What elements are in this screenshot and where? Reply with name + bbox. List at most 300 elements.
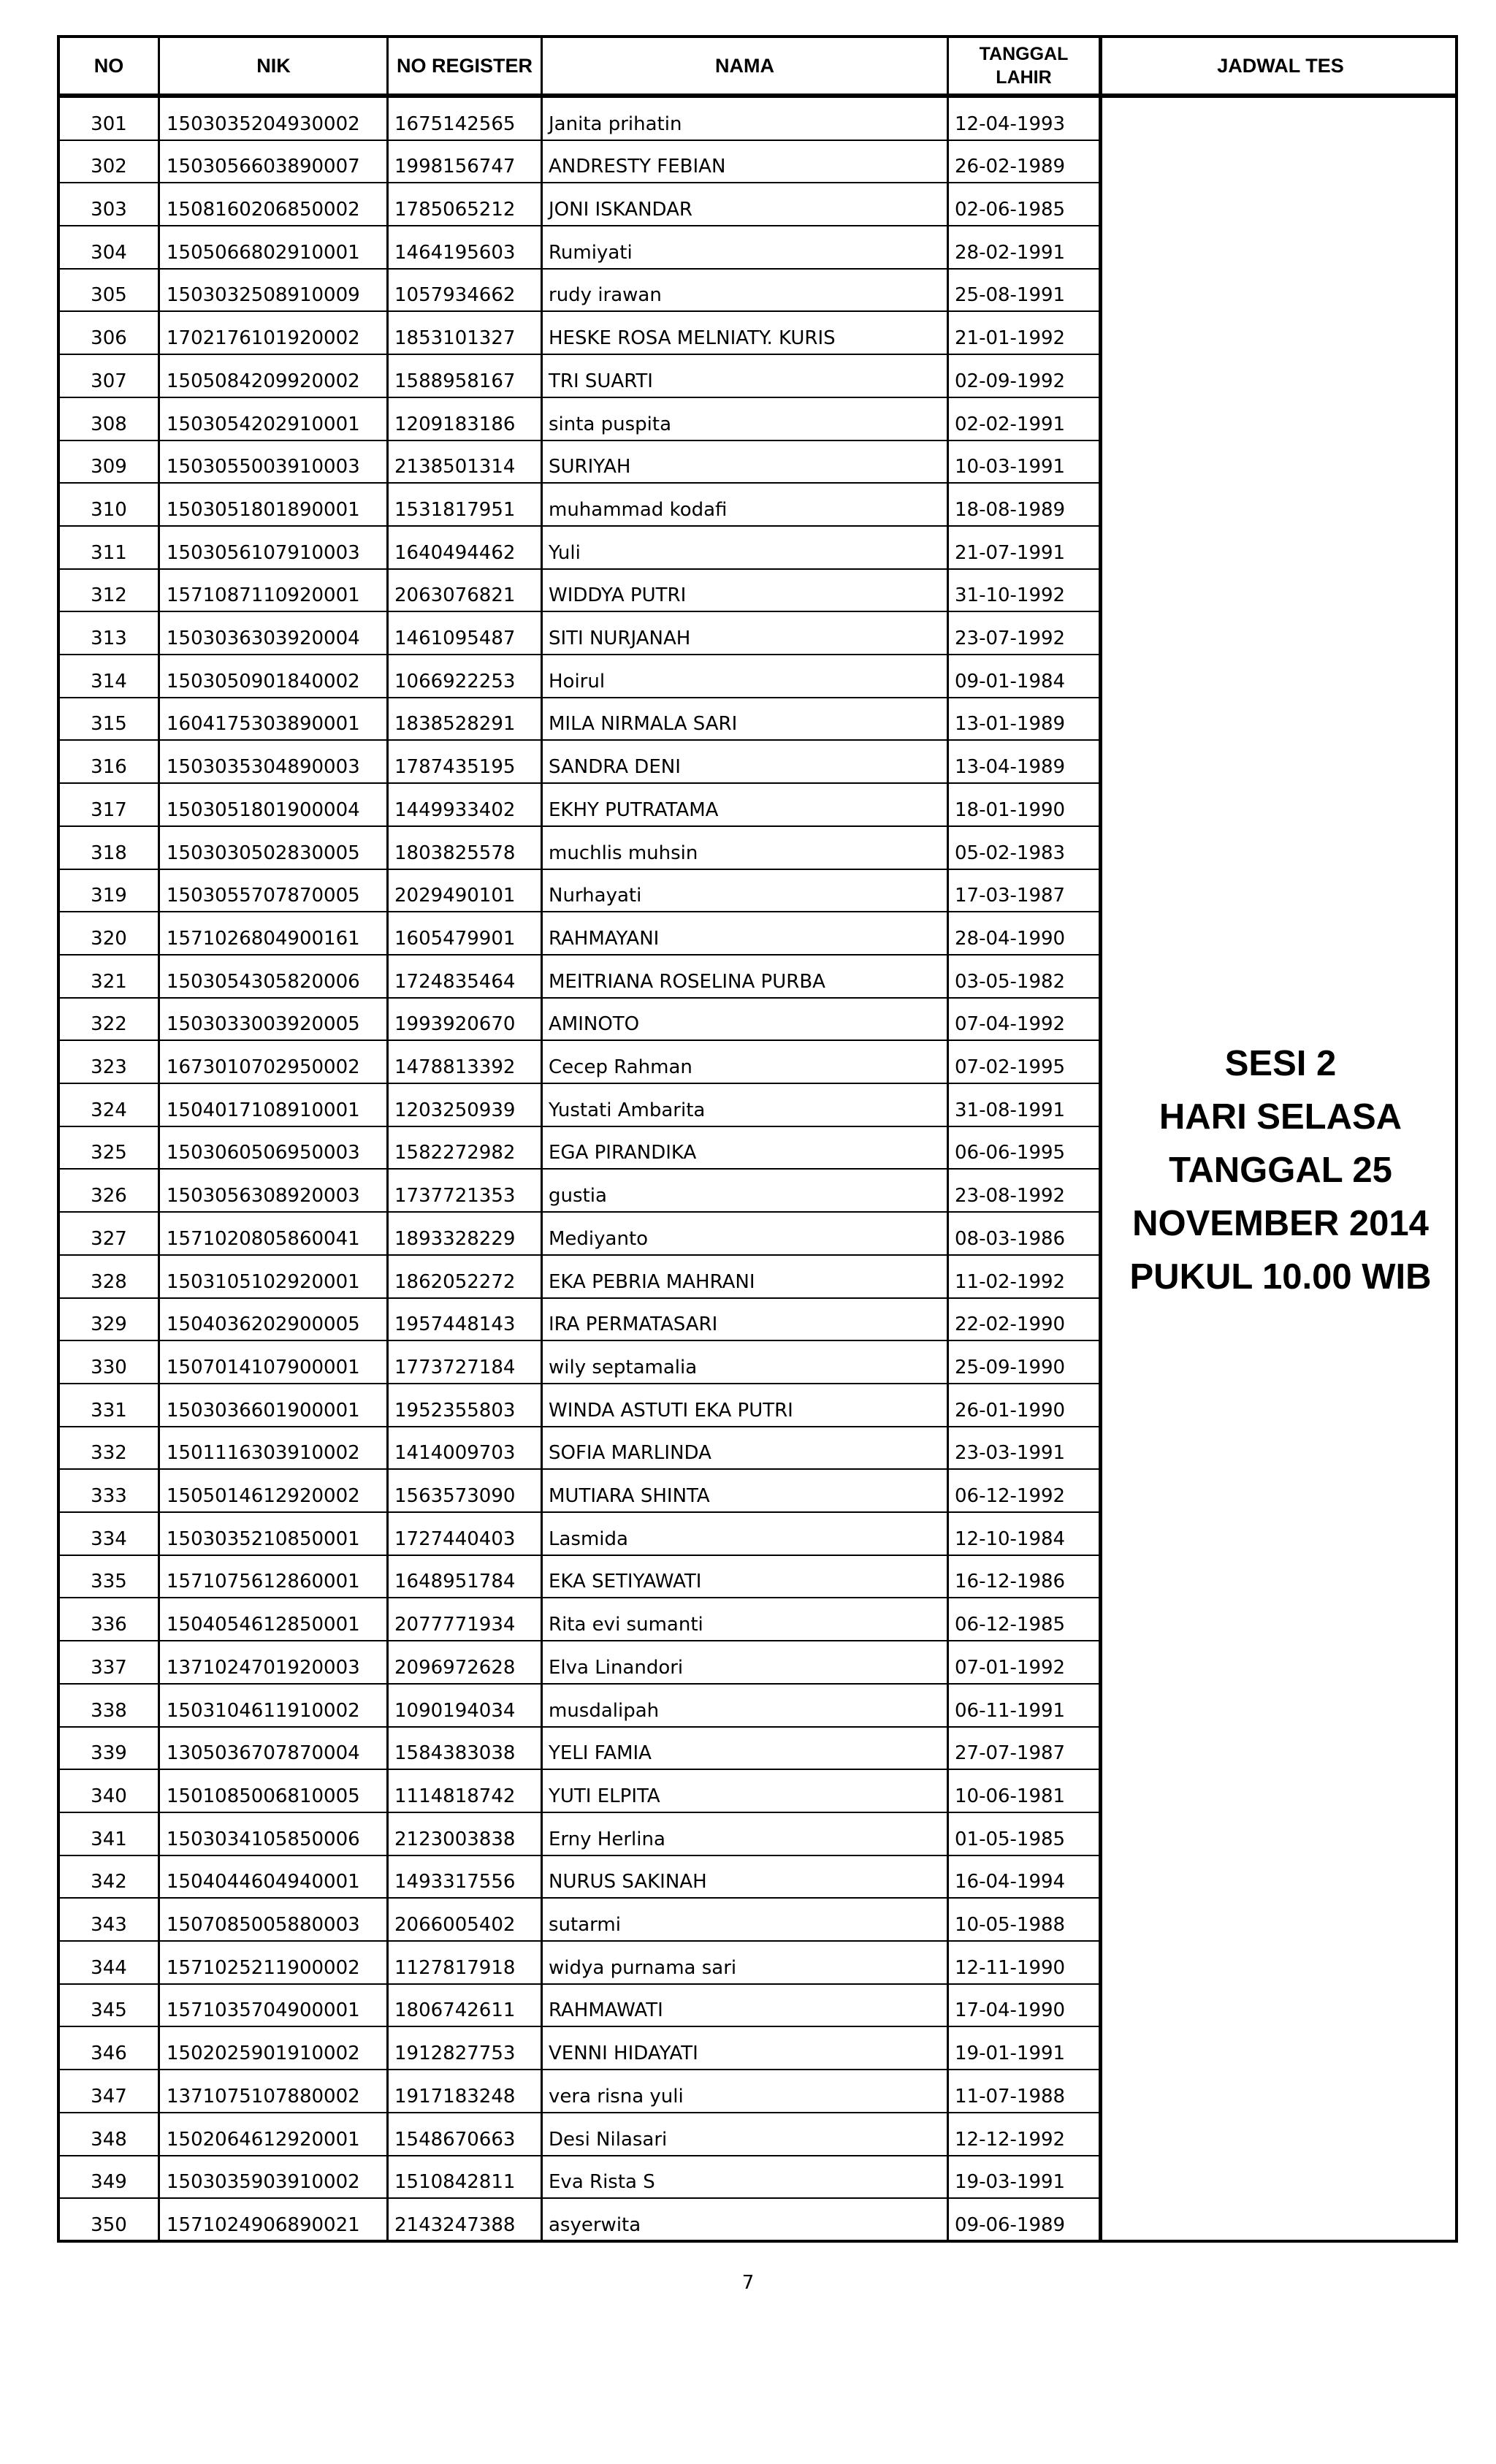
cell-tanggal-lahir: 17-03-1987	[955, 885, 1066, 907]
cell-nik: 1503056603890007	[167, 156, 360, 178]
cell-nama: WIDDYA PUTRI	[549, 584, 687, 607]
header-no: NO	[94, 55, 124, 77]
cell-no-register: 1917183248	[394, 2085, 516, 2108]
cell-nik: 1503056308920003	[167, 1185, 360, 1208]
cell-no-register: 1893328229	[394, 1227, 516, 1250]
table-row	[60, 1728, 1099, 1771]
table-row	[60, 2028, 1099, 2071]
table-row	[60, 1985, 1099, 2028]
cell-nama: Desi Nilasari	[549, 2128, 668, 2151]
cell-tanggal-lahir: 02-06-1985	[955, 199, 1066, 221]
cell-nik: 1503054202910001	[167, 413, 360, 435]
cell-no-register: 1912827753	[394, 2042, 516, 2065]
cell-no: 319	[91, 885, 127, 907]
table-row	[60, 741, 1099, 785]
cell-tanggal-lahir: 23-08-1992	[955, 1185, 1066, 1208]
cell-no-register: 2063076821	[394, 584, 516, 607]
table-row	[60, 183, 1099, 226]
cell-tanggal-lahir: 06-11-1991	[955, 1699, 1066, 1722]
cell-no: 310	[91, 498, 127, 521]
cell-no-register: 1493317556	[394, 1871, 516, 1893]
cell-tanggal-lahir: 16-12-1986	[955, 1571, 1066, 1593]
cell-no: 344	[91, 1956, 127, 1979]
cell-no: 322	[91, 1013, 127, 1036]
cell-no: 330	[91, 1356, 127, 1378]
cell-no: 311	[91, 541, 127, 564]
cell-no-register: 1548670663	[394, 2128, 516, 2151]
table-row	[60, 1256, 1099, 1299]
cell-no: 317	[91, 798, 127, 821]
cell-nik: 1702176101920002	[167, 327, 360, 350]
cell-nama: IRA PERMATASARI	[549, 1313, 718, 1336]
cell-nama: Eva Rista S	[549, 2171, 655, 2194]
cell-nik: 1571035704900001	[167, 1999, 360, 2022]
cell-nik: 1505084209920002	[167, 370, 360, 392]
table-row	[60, 355, 1099, 398]
cell-no-register: 1478813392	[394, 1056, 516, 1079]
cell-nama: asyerwita	[549, 2213, 641, 2236]
cell-no-register: 1563573090	[394, 1485, 516, 1508]
cell-no: 318	[91, 842, 127, 864]
cell-tanggal-lahir: 21-01-1992	[955, 327, 1066, 350]
cell-no-register: 1127817918	[394, 1956, 516, 1979]
cell-nama: Rumiyati	[549, 241, 633, 264]
cell-nama: widya purnama sari	[549, 1956, 737, 1979]
cell-no: 316	[91, 756, 127, 779]
cell-nik: 1503034105850006	[167, 1828, 360, 1850]
cell-no: 336	[91, 1614, 127, 1636]
cell-no-register: 1114818742	[394, 1785, 516, 1807]
cell-nik: 1305036707870004	[167, 1742, 360, 1765]
cell-nik: 1503035210850001	[167, 1527, 360, 1550]
cell-no-register: 1414009703	[394, 1442, 516, 1465]
cell-tanggal-lahir: 06-12-1985	[955, 1614, 1066, 1636]
cell-no-register: 1675142565	[394, 112, 516, 135]
table-row	[60, 1942, 1099, 1985]
cell-no: 325	[91, 1142, 127, 1164]
cell-tanggal-lahir: 02-09-1992	[955, 370, 1066, 392]
cell-no-register: 2066005402	[394, 1914, 516, 1937]
cell-nama: sutarmi	[549, 1914, 621, 1937]
cell-tanggal-lahir: 10-05-1988	[955, 1914, 1066, 1937]
cell-nama: Yuli	[549, 541, 581, 564]
cell-nama: Mediyanto	[549, 1227, 649, 1250]
cell-nik: 1503055003910003	[167, 456, 360, 478]
cell-no: 335	[91, 1571, 127, 1593]
cell-no-register: 1862052272	[394, 1270, 516, 1293]
table-row	[60, 2199, 1099, 2242]
cell-nama: Elva Linandori	[549, 1656, 684, 1679]
cell-no: 328	[91, 1270, 127, 1293]
cell-no-register: 1806742611	[394, 1999, 516, 2022]
table-row	[60, 398, 1099, 441]
cell-nama: WINDA ASTUTI EKA PUTRI	[549, 1399, 793, 1422]
cell-tanggal-lahir: 17-04-1990	[955, 1999, 1066, 2022]
table-row	[60, 2156, 1099, 2200]
cell-no: 303	[91, 199, 127, 221]
cell-no: 321	[91, 970, 127, 993]
cell-nik: 1502025901910002	[167, 2042, 360, 2065]
cell-no-register: 1090194034	[394, 1699, 516, 1722]
cell-no-register: 1853101327	[394, 327, 516, 350]
table-row	[60, 1899, 1099, 1942]
cell-no-register: 1724835464	[394, 970, 516, 993]
cell-no: 326	[91, 1185, 127, 1208]
cell-nama: HESKE ROSA MELNIATY. KURIS	[549, 327, 836, 350]
jadwal-cell	[1103, 98, 1458, 2243]
cell-tanggal-lahir: 25-09-1990	[955, 1356, 1066, 1378]
cell-nama: NURUS SAKINAH	[549, 1871, 707, 1893]
cell-nama: muchlis muhsin	[549, 842, 698, 864]
cell-no-register: 1510842811	[394, 2171, 516, 2194]
cell-nik: 1503035204930002	[167, 112, 360, 135]
cell-tanggal-lahir: 11-02-1992	[955, 1270, 1066, 1293]
table-row	[60, 141, 1099, 184]
table-row	[60, 570, 1099, 613]
cell-no: 337	[91, 1656, 127, 1679]
cell-nama: YELI FAMIA	[549, 1742, 652, 1765]
cell-nik: 1508160206850002	[167, 199, 360, 221]
cell-tanggal-lahir: 03-05-1982	[955, 970, 1066, 993]
cell-nama: EGA PIRANDIKA	[549, 1142, 697, 1164]
cell-nik: 1504044604940001	[167, 1871, 360, 1893]
table-row	[60, 655, 1099, 698]
cell-tanggal-lahir: 28-04-1990	[955, 927, 1066, 950]
table-row	[60, 912, 1099, 956]
header-nik: NIK	[256, 55, 291, 77]
cell-nama: MILA NIRMALA SARI	[549, 713, 738, 736]
cell-no: 329	[91, 1313, 127, 1336]
table-row	[60, 1170, 1099, 1213]
table-row	[60, 784, 1099, 827]
cell-nama: YUTI ELPITA	[549, 1785, 660, 1807]
cell-tanggal-lahir: 21-07-1991	[955, 541, 1066, 564]
cell-nama: SITI NURJANAH	[549, 628, 691, 650]
cell-no-register: 1461095487	[394, 628, 516, 650]
cell-tanggal-lahir: 11-07-1988	[955, 2085, 1066, 2108]
cell-no: 324	[91, 1099, 127, 1121]
cell-nik: 1503030502830005	[167, 842, 360, 864]
table-row	[60, 1770, 1099, 1813]
cell-no: 334	[91, 1527, 127, 1550]
cell-no-register: 1773727184	[394, 1356, 516, 1378]
cell-tanggal-lahir: 23-03-1991	[955, 1442, 1066, 1465]
cell-nik: 1503033003920005	[167, 1013, 360, 1036]
cell-nama: VENNI HIDAYATI	[549, 2042, 698, 2065]
cell-no: 345	[91, 1999, 127, 2022]
cell-no-register: 1588958167	[394, 370, 516, 392]
table-row	[60, 1599, 1099, 1642]
cell-no: 343	[91, 1914, 127, 1937]
cell-nik: 1507014107900001	[167, 1356, 360, 1378]
table-row	[60, 1513, 1099, 1556]
cell-no: 304	[91, 241, 127, 264]
table-row	[60, 98, 1099, 141]
table-row	[60, 270, 1099, 313]
cell-nama: Rita evi sumanti	[549, 1614, 703, 1636]
cell-nama: SURIYAH	[549, 456, 631, 478]
cell-nama: EKA SETIYAWATI	[549, 1571, 702, 1593]
cell-nik: 1503105102920001	[167, 1270, 360, 1293]
cell-tanggal-lahir: 31-08-1991	[955, 1099, 1066, 1121]
table-row	[60, 313, 1099, 356]
cell-no: 327	[91, 1227, 127, 1250]
cell-tanggal-lahir: 12-11-1990	[955, 1956, 1066, 1979]
cell-nik: 1503035903910002	[167, 2171, 360, 2194]
cell-no-register: 1449933402	[394, 798, 516, 821]
cell-nama: RAHMAYANI	[549, 927, 660, 950]
cell-nama: MUTIARA SHINTA	[549, 1485, 710, 1508]
cell-no-register: 2096972628	[394, 1656, 516, 1679]
cell-no-register: 1582272982	[394, 1142, 516, 1164]
table-row	[60, 1641, 1099, 1685]
cell-tanggal-lahir: 06-06-1995	[955, 1142, 1066, 1164]
cell-nik: 1604175303890001	[167, 713, 360, 736]
cell-tanggal-lahir: 10-06-1981	[955, 1785, 1066, 1807]
cell-nik: 1505014612920002	[167, 1485, 360, 1508]
table-header	[60, 38, 1455, 98]
cell-nama: AMINOTO	[549, 1013, 640, 1036]
cell-no-register: 1648951784	[394, 1571, 516, 1593]
cell-nama: rudy irawan	[549, 284, 662, 307]
cell-nik: 1503056107910003	[167, 541, 360, 564]
table-row	[60, 1556, 1099, 1599]
cell-no-register: 2123003838	[394, 1828, 516, 1850]
cell-tanggal-lahir: 09-06-1989	[955, 2213, 1066, 2236]
cell-no: 342	[91, 1871, 127, 1893]
cell-nik: 1501085006810005	[167, 1785, 360, 1807]
cell-nama: ANDRESTY FEBIAN	[549, 156, 726, 178]
cell-no: 305	[91, 284, 127, 307]
cell-nik: 1571087110920001	[167, 584, 360, 607]
cell-nik: 1503035304890003	[167, 756, 360, 779]
cell-no-register: 2077771934	[394, 1614, 516, 1636]
cell-nik: 1502064612920001	[167, 2128, 360, 2151]
cell-tanggal-lahir: 19-03-1991	[955, 2171, 1066, 2194]
cell-no-register: 1584383038	[394, 1742, 516, 1765]
cell-nama: SOFIA MARLINDA	[549, 1442, 711, 1465]
table-row	[60, 1384, 1099, 1427]
cell-nik: 1504054612850001	[167, 1614, 360, 1636]
cell-no: 333	[91, 1485, 127, 1508]
cell-nik: 1371024701920003	[167, 1656, 360, 1679]
cell-no-register: 1952355803	[394, 1399, 516, 1422]
table-row	[60, 870, 1099, 913]
table-row	[60, 1041, 1099, 1084]
cell-tanggal-lahir: 25-08-1991	[955, 284, 1066, 307]
cell-no-register: 1803825578	[394, 842, 516, 864]
table-row	[60, 226, 1099, 270]
table-row	[60, 698, 1099, 741]
cell-nik: 1503060506950003	[167, 1142, 360, 1164]
cell-no-register: 1203250939	[394, 1099, 516, 1121]
cell-no: 346	[91, 2042, 127, 2065]
header-nama: NAMA	[715, 55, 774, 77]
cell-no-register: 2029490101	[394, 885, 516, 907]
cell-no: 302	[91, 156, 127, 178]
cell-tanggal-lahir: 13-01-1989	[955, 713, 1066, 736]
cell-tanggal-lahir: 19-01-1991	[955, 2042, 1066, 2065]
table-row	[60, 827, 1099, 870]
cell-no: 320	[91, 927, 127, 950]
cell-nik: 1503051801890001	[167, 498, 360, 521]
table-row	[60, 956, 1099, 999]
cell-nik: 1503032508910009	[167, 284, 360, 307]
cell-tanggal-lahir: 22-02-1990	[955, 1313, 1066, 1336]
table-row	[60, 2113, 1099, 2156]
cell-no: 347	[91, 2085, 127, 2108]
cell-tanggal-lahir: 23-07-1992	[955, 628, 1066, 650]
cell-nama: musdalipah	[549, 1699, 660, 1722]
cell-tanggal-lahir: 07-02-1995	[955, 1056, 1066, 1079]
cell-no: 349	[91, 2171, 127, 2194]
cell-tanggal-lahir: 31-10-1992	[955, 584, 1066, 607]
cell-nama: EKHY PUTRATAMA	[549, 798, 719, 821]
cell-nik: 1571026804900161	[167, 927, 360, 950]
cell-no: 348	[91, 2128, 127, 2151]
cell-no-register: 2138501314	[394, 456, 516, 478]
cell-tanggal-lahir: 12-10-1984	[955, 1527, 1066, 1550]
cell-nama: Cecep Rahman	[549, 1056, 692, 1079]
table-row	[60, 1813, 1099, 1856]
cell-tanggal-lahir: 16-04-1994	[955, 1871, 1066, 1893]
cell-no-register: 1957448143	[394, 1313, 516, 1336]
cell-nik: 1571025211900002	[167, 1956, 360, 1979]
cell-nik: 1503054305820006	[167, 970, 360, 993]
cell-no: 314	[91, 670, 127, 693]
cell-no-register: 1209183186	[394, 413, 516, 435]
cell-no-register: 1785065212	[394, 199, 516, 221]
cell-tanggal-lahir: 18-01-1990	[955, 798, 1066, 821]
cell-nama: Erny Herlina	[549, 1828, 665, 1850]
cell-no: 331	[91, 1399, 127, 1422]
cell-tanggal-lahir: 12-04-1993	[955, 112, 1066, 135]
cell-nama: Hoirul	[549, 670, 606, 693]
cell-nik: 1571024906890021	[167, 2213, 360, 2236]
cell-tanggal-lahir: 09-01-1984	[955, 670, 1066, 693]
cell-no-register: 1057934662	[394, 284, 516, 307]
cell-nik: 1503051801900004	[167, 798, 360, 821]
cell-nik: 1503104611910002	[167, 1699, 360, 1722]
cell-no: 306	[91, 327, 127, 350]
cell-tanggal-lahir: 02-02-1991	[955, 413, 1066, 435]
cell-tanggal-lahir: 26-02-1989	[955, 156, 1066, 178]
cell-nama: Janita prihatin	[549, 112, 682, 135]
header-no-register: NO REGISTER	[396, 55, 533, 77]
cell-nik: 1371075107880002	[167, 2085, 360, 2108]
cell-no: 309	[91, 456, 127, 478]
header-jadwal-tes: JADWAL TES	[1217, 55, 1344, 77]
cell-nama: EKA PEBRIA MAHRANI	[549, 1270, 755, 1293]
cell-no: 307	[91, 370, 127, 392]
cell-tanggal-lahir: 12-12-1992	[955, 2128, 1066, 2151]
header-tanggal-lahir: TANGGAL LAHIR	[979, 44, 1069, 88]
cell-no-register: 1787435195	[394, 756, 516, 779]
cell-no: 338	[91, 1699, 127, 1722]
table-row	[60, 612, 1099, 655]
cell-nama: wily septamalia	[549, 1356, 698, 1378]
cell-nik: 1571020805860041	[167, 1227, 360, 1250]
cell-no: 350	[91, 2213, 127, 2236]
table-row	[60, 1084, 1099, 1127]
table-row	[60, 999, 1099, 1042]
cell-no-register: 1838528291	[394, 713, 516, 736]
cell-nik: 1507085005880003	[167, 1914, 360, 1937]
cell-nama: RAHMAWATI	[549, 1999, 663, 2022]
table-row	[60, 527, 1099, 570]
cell-nama: SANDRA DENI	[549, 756, 681, 779]
cell-tanggal-lahir: 26-01-1990	[955, 1399, 1066, 1422]
table-row	[60, 2070, 1099, 2113]
cell-tanggal-lahir: 05-02-1983	[955, 842, 1066, 864]
cell-no-register: 1998156747	[394, 156, 516, 178]
table-row	[60, 484, 1099, 527]
cell-no: 312	[91, 584, 127, 607]
cell-nama: gustia	[549, 1185, 607, 1208]
cell-no-register: 2143247388	[394, 2213, 516, 2236]
table-row	[60, 1299, 1099, 1342]
table-row	[60, 1341, 1099, 1384]
cell-nik: 1501116303910002	[167, 1442, 360, 1465]
cell-no-register: 1531817951	[394, 498, 516, 521]
cell-nama: Yustati Ambarita	[549, 1099, 706, 1121]
cell-no: 339	[91, 1742, 127, 1765]
cell-nik: 1504017108910001	[167, 1099, 360, 1121]
cell-tanggal-lahir: 07-04-1992	[955, 1013, 1066, 1036]
cell-nama: sinta puspita	[549, 413, 672, 435]
cell-nama: Nurhayati	[549, 885, 642, 907]
table-row	[60, 1470, 1099, 1513]
cell-no-register: 1605479901	[394, 927, 516, 950]
cell-no: 323	[91, 1056, 127, 1079]
cell-no-register: 1640494462	[394, 541, 516, 564]
cell-tanggal-lahir: 01-05-1985	[955, 1828, 1066, 1850]
cell-no: 308	[91, 413, 127, 435]
cell-tanggal-lahir: 08-03-1986	[955, 1227, 1066, 1250]
cell-no-register: 1737721353	[394, 1185, 516, 1208]
cell-nama: TRI SUARTI	[549, 370, 653, 392]
cell-nik: 1505066802910001	[167, 241, 360, 264]
cell-nik: 1503055707870005	[167, 885, 360, 907]
cell-tanggal-lahir: 28-02-1991	[955, 241, 1066, 264]
table-row	[60, 441, 1099, 484]
cell-no: 313	[91, 628, 127, 650]
cell-no: 332	[91, 1442, 127, 1465]
cell-nama: JONI ISKANDAR	[549, 199, 692, 221]
cell-no-register: 1464195603	[394, 241, 516, 264]
jadwal-tes-text: SESI 2 HARI SELASA TANGGAL 25 NOVEMBER 2014 PUKUL 10.00 WIB	[1129, 1043, 1432, 1297]
cell-no: 315	[91, 713, 127, 736]
cell-no-register: 1066922253	[394, 670, 516, 693]
page-number: 7	[741, 2272, 755, 2294]
cell-tanggal-lahir: 13-04-1989	[955, 756, 1066, 779]
cell-no: 341	[91, 1828, 127, 1850]
cell-tanggal-lahir: 10-03-1991	[955, 456, 1066, 478]
cell-nama: MEITRIANA ROSELINA PURBA	[549, 970, 825, 993]
cell-nik: 1571075612860001	[167, 1571, 360, 1593]
cell-tanggal-lahir: 27-07-1987	[955, 1742, 1066, 1765]
table-row	[60, 1427, 1099, 1471]
table-row	[60, 1685, 1099, 1728]
cell-nik: 1503036303920004	[167, 628, 360, 650]
table-row	[60, 1213, 1099, 1256]
cell-tanggal-lahir: 06-12-1992	[955, 1485, 1066, 1508]
cell-no-register: 1993920670	[394, 1013, 516, 1036]
cell-nik: 1503050901840002	[167, 670, 360, 693]
cell-nama: muhammad kodafi	[549, 498, 728, 521]
cell-nik: 1673010702950002	[167, 1056, 360, 1079]
cell-nama: vera risna yuli	[549, 2085, 684, 2108]
